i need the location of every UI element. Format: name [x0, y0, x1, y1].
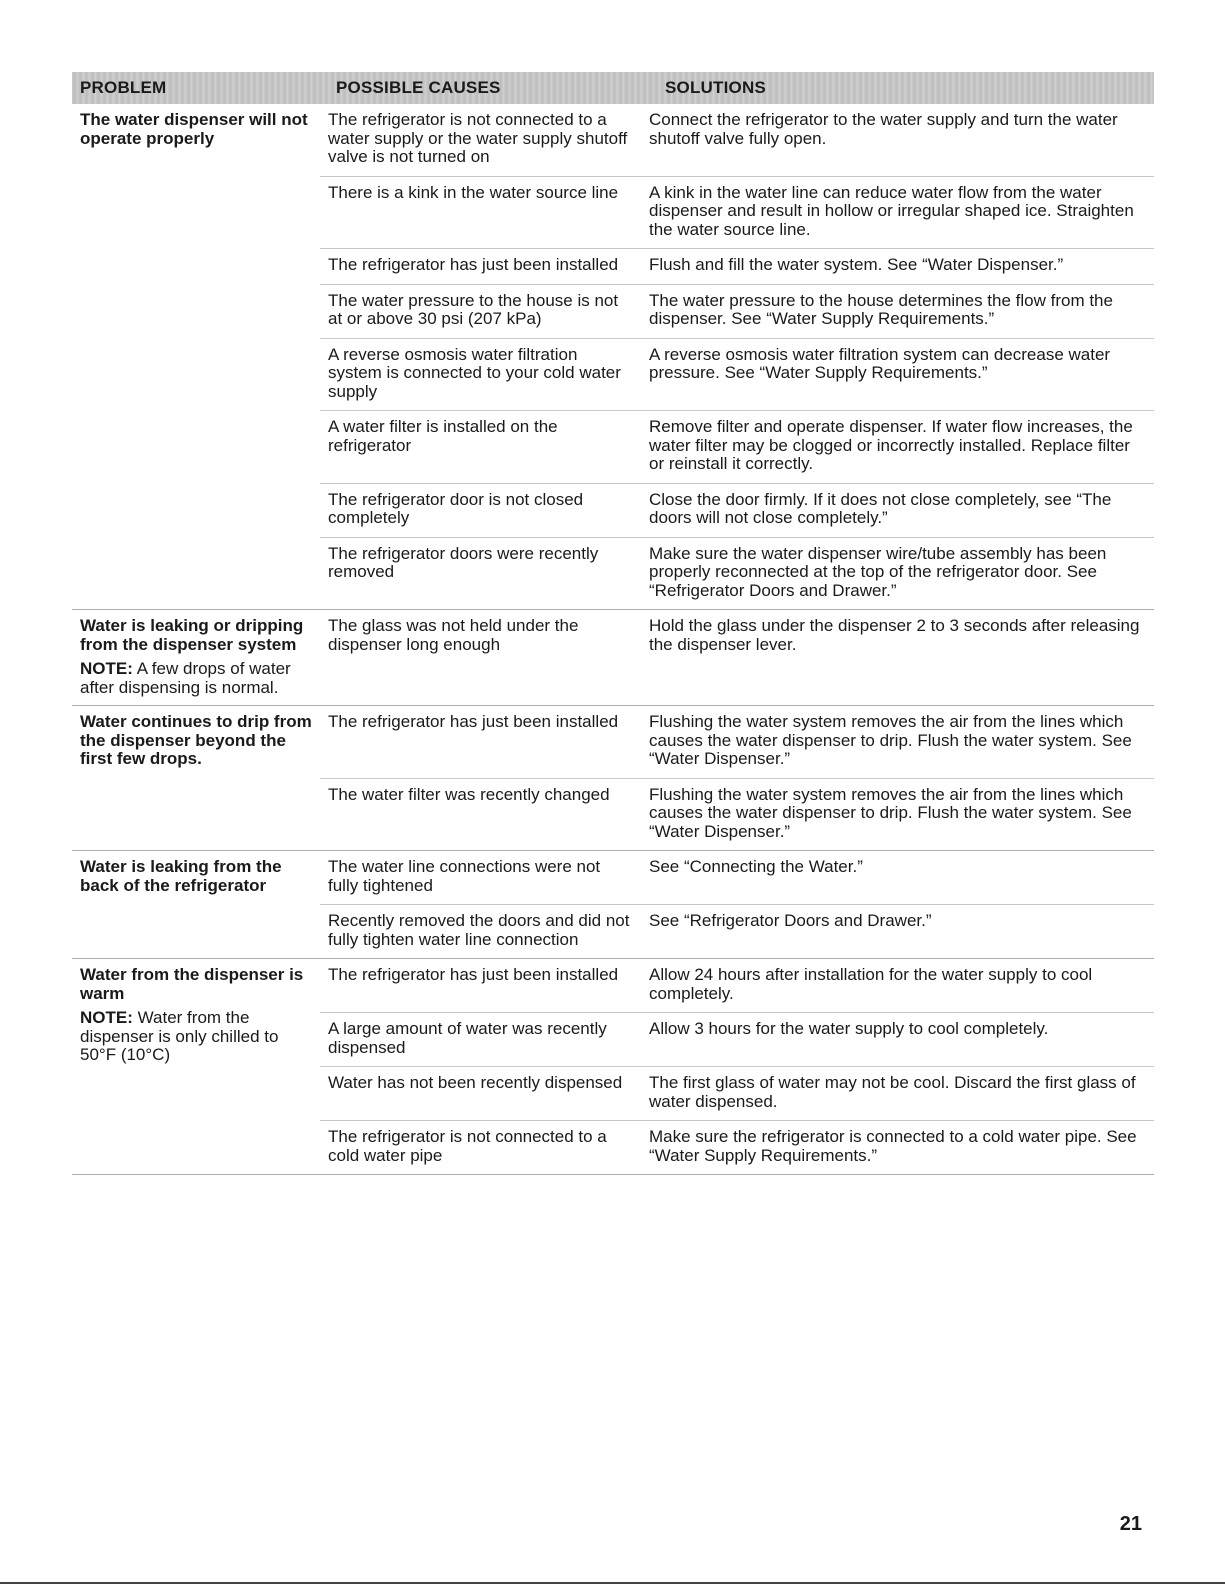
table-row: [320, 249, 1154, 285]
solution: See “Refrigerator Doors and Drawer.”: [649, 911, 932, 930]
problem-cell: [72, 104, 320, 609]
problem-title: The water dispenser will not operate properly: [80, 110, 308, 148]
solution: Flushing the water system removes the air from the lines which causes the water dispenser to drip. Flush the water system. See “Water Dispenser.”: [649, 784, 1132, 841]
table-row: [320, 177, 1154, 250]
problem-block: [72, 706, 1154, 851]
problem-block: [72, 610, 1154, 706]
solution: A kink in the water line can reduce water flow from the water dispenser and result in hollow or irregular shaped ice. Straighten the water source line.: [649, 182, 1134, 239]
page-number: 21: [1119, 1513, 1142, 1535]
problem-note: [80, 1009, 312, 1065]
possible-cause: The water filter was recently changed: [328, 784, 610, 804]
problem-block: [72, 104, 1154, 610]
possible-cause: The refrigerator has just been installed: [328, 255, 619, 274]
header-possible-causes: POSSIBLE CAUSES: [336, 78, 501, 97]
table-row: [320, 484, 1154, 538]
problem-cell: [72, 959, 320, 1174]
possible-cause: The refrigerator has just been installed: [328, 965, 619, 984]
possible-cause: The glass was not held under the dispenser long enough: [328, 616, 579, 654]
table-row: [320, 285, 1154, 339]
problem-note: [80, 660, 312, 697]
header-solutions: SOLUTIONS: [665, 78, 766, 97]
possible-cause: The refrigerator is not connected to a water supply or the water supply shutoff valve is not turned on: [328, 110, 628, 166]
possible-cause: The water pressure to the house is not at or above 30 psi (207 kPa): [328, 290, 619, 328]
table-row: [320, 1121, 1154, 1174]
problem-cell: [72, 610, 320, 705]
solution: Connect the refrigerator to the water supply and turn the water shutoff valve fully open.: [649, 110, 1118, 148]
table-row: [320, 905, 1154, 958]
cause-solution-rows: [320, 706, 1154, 850]
solution: Allow 24 hours after installation for the water supply to cool completely.: [649, 965, 1093, 1003]
solution: See “Connecting the Water.”: [649, 857, 863, 876]
troubleshooting-table: [72, 72, 1154, 1175]
cause-solution-rows: [320, 610, 1154, 705]
solution: The first glass of water may not be cool. Discard the first glass of water dispensed.: [649, 1073, 1136, 1111]
solution: Make sure the refrigerator is connected to a cold water pipe. See “Water Supply Requirements.”: [649, 1127, 1137, 1165]
solution: Remove filter and operate dispenser. If water flow increases, the water filter may be clogged or incorrectly installed. Replace filter or reinstall it correctly.: [649, 417, 1133, 473]
solution: A reverse osmosis water filtration system can decrease water pressure. See “Water Supply Requirements.”: [649, 344, 1111, 382]
possible-cause: The refrigerator has just been installed: [328, 712, 619, 731]
table-row: [320, 959, 1154, 1013]
table-row: [320, 706, 1154, 779]
solution: Allow 3 hours for the water supply to cool completely.: [649, 1019, 1049, 1038]
problem-block: [72, 851, 1154, 959]
possible-cause: The refrigerator doors were recently removed: [328, 543, 599, 581]
cause-solution-rows: [320, 851, 1154, 958]
table-row: [320, 411, 1154, 484]
table-row: [320, 779, 1154, 851]
table-row: [320, 104, 1154, 177]
solution: The water pressure to the house determines the flow from the dispenser. See “Water Supply Requirements.”: [649, 290, 1113, 328]
page-bottom-rule: [0, 1582, 1225, 1584]
note-text: A few drops of water after dispensing is normal.: [80, 659, 291, 697]
possible-cause: There is a kink in the water source line: [328, 182, 619, 202]
problem-block: [72, 959, 1154, 1175]
problem-title: Water is leaking from the back of the refrigerator: [80, 857, 282, 895]
possible-cause: The refrigerator door is not closed completely: [328, 489, 584, 527]
note-label: NOTE:: [80, 1008, 133, 1027]
note-label: NOTE:: [80, 659, 133, 678]
table-row: [320, 339, 1154, 412]
problem-title: Water from the dispenser is warm: [80, 965, 304, 1003]
possible-cause: A water filter is installed on the refrigerator: [328, 417, 558, 455]
cause-solution-rows: [320, 959, 1154, 1174]
solution: Flush and fill the water system. See “Water Dispenser.”: [649, 255, 1064, 274]
problem-cell: [72, 851, 320, 958]
note-text: Water from the dispenser is only chilled to 50°F (10°C): [80, 1008, 279, 1064]
possible-cause: The refrigerator is not connected to a cold water pipe: [328, 1127, 607, 1165]
problems-list: [72, 104, 1154, 1175]
possible-cause: The water line connections were not fully tightened: [328, 857, 601, 895]
solution: Close the door firmly. If it does not close completely, see “The doors will not close completely.”: [649, 489, 1112, 527]
header-problem: PROBLEM: [80, 78, 167, 97]
cause-solution-rows: [320, 104, 1154, 609]
possible-cause: A large amount of water was recently dispensed: [328, 1019, 607, 1057]
table-row: [320, 538, 1154, 610]
solution: Hold the glass under the dispenser 2 to 3 seconds after releasing the dispenser lever.: [649, 616, 1140, 654]
problem-cell: [72, 706, 320, 850]
problem-title: Water continues to drip from the dispenser beyond the first few drops.: [80, 712, 312, 768]
table-row: [320, 1067, 1154, 1121]
table-row: [320, 610, 1154, 663]
possible-cause: Recently removed the doors and did not fully tighten water line connection: [328, 911, 630, 949]
table-header: [72, 72, 1154, 104]
problem-title: Water is leaking or dripping from the dispenser system: [80, 616, 304, 654]
possible-cause: Water has not been recently dispensed: [328, 1073, 623, 1092]
solution: Make sure the water dispenser wire/tube assembly has been properly reconnected at the top of the refrigerator door. See “Refrigerator Doors and Drawer.”: [649, 543, 1107, 600]
possible-cause: A reverse osmosis water filtration system is connected to your cold water supply: [328, 344, 621, 401]
table-row: [320, 1013, 1154, 1067]
table-row: [320, 851, 1154, 905]
solution: Flushing the water system removes the air from the lines which causes the water dispenser to drip. Flush the water system. See “Water Dispenser.”: [649, 712, 1132, 768]
